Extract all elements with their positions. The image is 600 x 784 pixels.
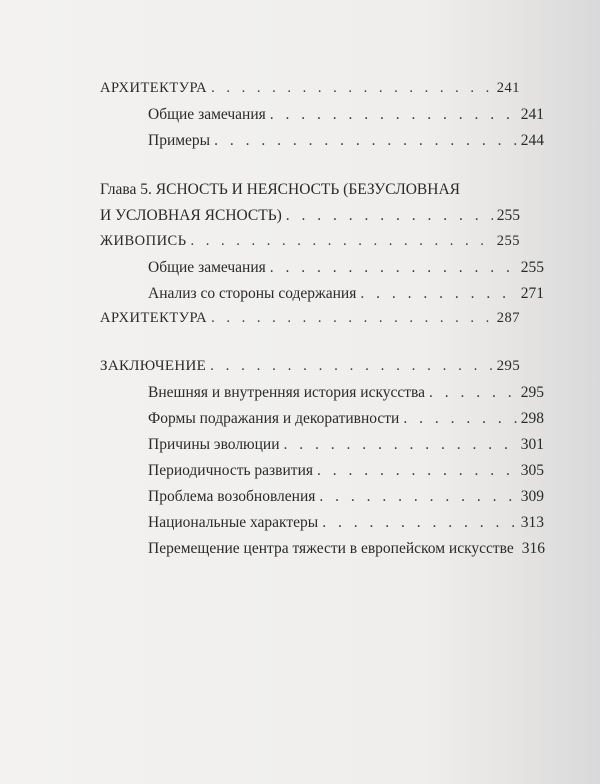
toc-title: Общие замечания	[148, 106, 266, 123]
toc-entry-painting[interactable]	[100, 233, 520, 257]
toc-page: 301	[520, 436, 544, 453]
toc-page: 244	[520, 132, 544, 149]
toc-entry-renewal[interactable]	[124, 488, 544, 512]
toc-title: Периодичность развития	[148, 462, 313, 479]
toc-entry-painting-general[interactable]	[124, 259, 544, 283]
toc-title: Перемещение центра тяжести в европейском искусстве	[148, 540, 514, 557]
leader-dots	[403, 410, 516, 428]
toc-title: ЖИВОПИСЬ	[100, 233, 187, 249]
toc-title: И УСЛОВНАЯ ЯСНОСТЬ)	[100, 207, 282, 224]
toc-title: Причины эволюции	[148, 436, 280, 453]
leader-dots	[322, 514, 517, 532]
toc-page: 287	[496, 310, 520, 326]
toc-chapter-5-line1[interactable]: Глава 5. ЯСНОСТЬ И НЕЯСНОСТЬ (БЕЗУСЛОВНАЯ	[100, 181, 460, 198]
leader-dots	[214, 132, 517, 150]
toc-entry-painting-analysis[interactable]	[124, 285, 544, 309]
toc-title: Проблема возобновления	[148, 488, 316, 505]
toc-page: 295	[520, 384, 544, 401]
leader-dots	[317, 462, 517, 480]
toc-entry-chapter-5[interactable]	[100, 207, 520, 231]
leader-dots	[211, 310, 493, 327]
leader-dots	[191, 233, 493, 250]
toc-page: 241	[496, 80, 520, 96]
toc-entry-center-shift[interactable]	[124, 540, 544, 564]
toc-title: АРХИТЕКТУРА	[100, 80, 208, 96]
leader-dots	[210, 358, 492, 375]
leader-dots	[319, 488, 516, 506]
toc-title: ЗАКЛЮЧЕНИЕ	[100, 358, 207, 374]
leader-dots	[270, 259, 517, 277]
toc-entry-imitation[interactable]	[124, 410, 544, 434]
toc-page: 298	[520, 410, 544, 427]
toc-title: Национальные характеры	[148, 514, 319, 531]
toc-page: 295	[496, 358, 520, 374]
toc-page: 271	[520, 285, 544, 302]
leader-dots	[429, 384, 517, 402]
toc-entry-periodicity[interactable]	[124, 462, 544, 486]
toc-entry-evolution-causes[interactable]	[124, 436, 544, 460]
toc-title: Внешняя и внутренняя история искусства	[148, 384, 426, 401]
toc-title: Общие замечания	[148, 259, 266, 276]
leader-dots	[360, 285, 516, 303]
toc-page: 255	[496, 233, 520, 249]
toc-entry-history[interactable]	[124, 384, 544, 408]
toc-title: Анализ со стороны содержания	[148, 285, 357, 302]
toc-page: 316	[521, 540, 546, 557]
toc-entry-conclusion[interactable]	[100, 358, 520, 382]
leader-dots	[286, 207, 493, 225]
toc-title: АРХИТЕКТУРА	[100, 310, 208, 326]
toc-entry-national[interactable]	[124, 514, 544, 538]
toc-page: 255	[496, 207, 520, 224]
toc-page: 255	[520, 259, 544, 276]
leader-dots	[211, 80, 493, 97]
toc-title: Примеры	[148, 132, 211, 149]
toc-page: 313	[520, 514, 544, 531]
toc-page: 241	[520, 106, 544, 123]
leader-dots	[284, 436, 517, 454]
toc-page: 305	[520, 462, 544, 479]
toc-entry-general-remarks[interactable]	[124, 106, 544, 130]
toc-entry-architecture[interactable]	[100, 80, 520, 104]
toc-entry-architecture-2[interactable]	[100, 310, 520, 334]
toc-title: Формы подражания и декоративности	[148, 410, 400, 427]
leader-dots	[270, 106, 517, 124]
toc-entry-examples[interactable]	[124, 132, 544, 156]
toc-page: 309	[520, 488, 544, 505]
